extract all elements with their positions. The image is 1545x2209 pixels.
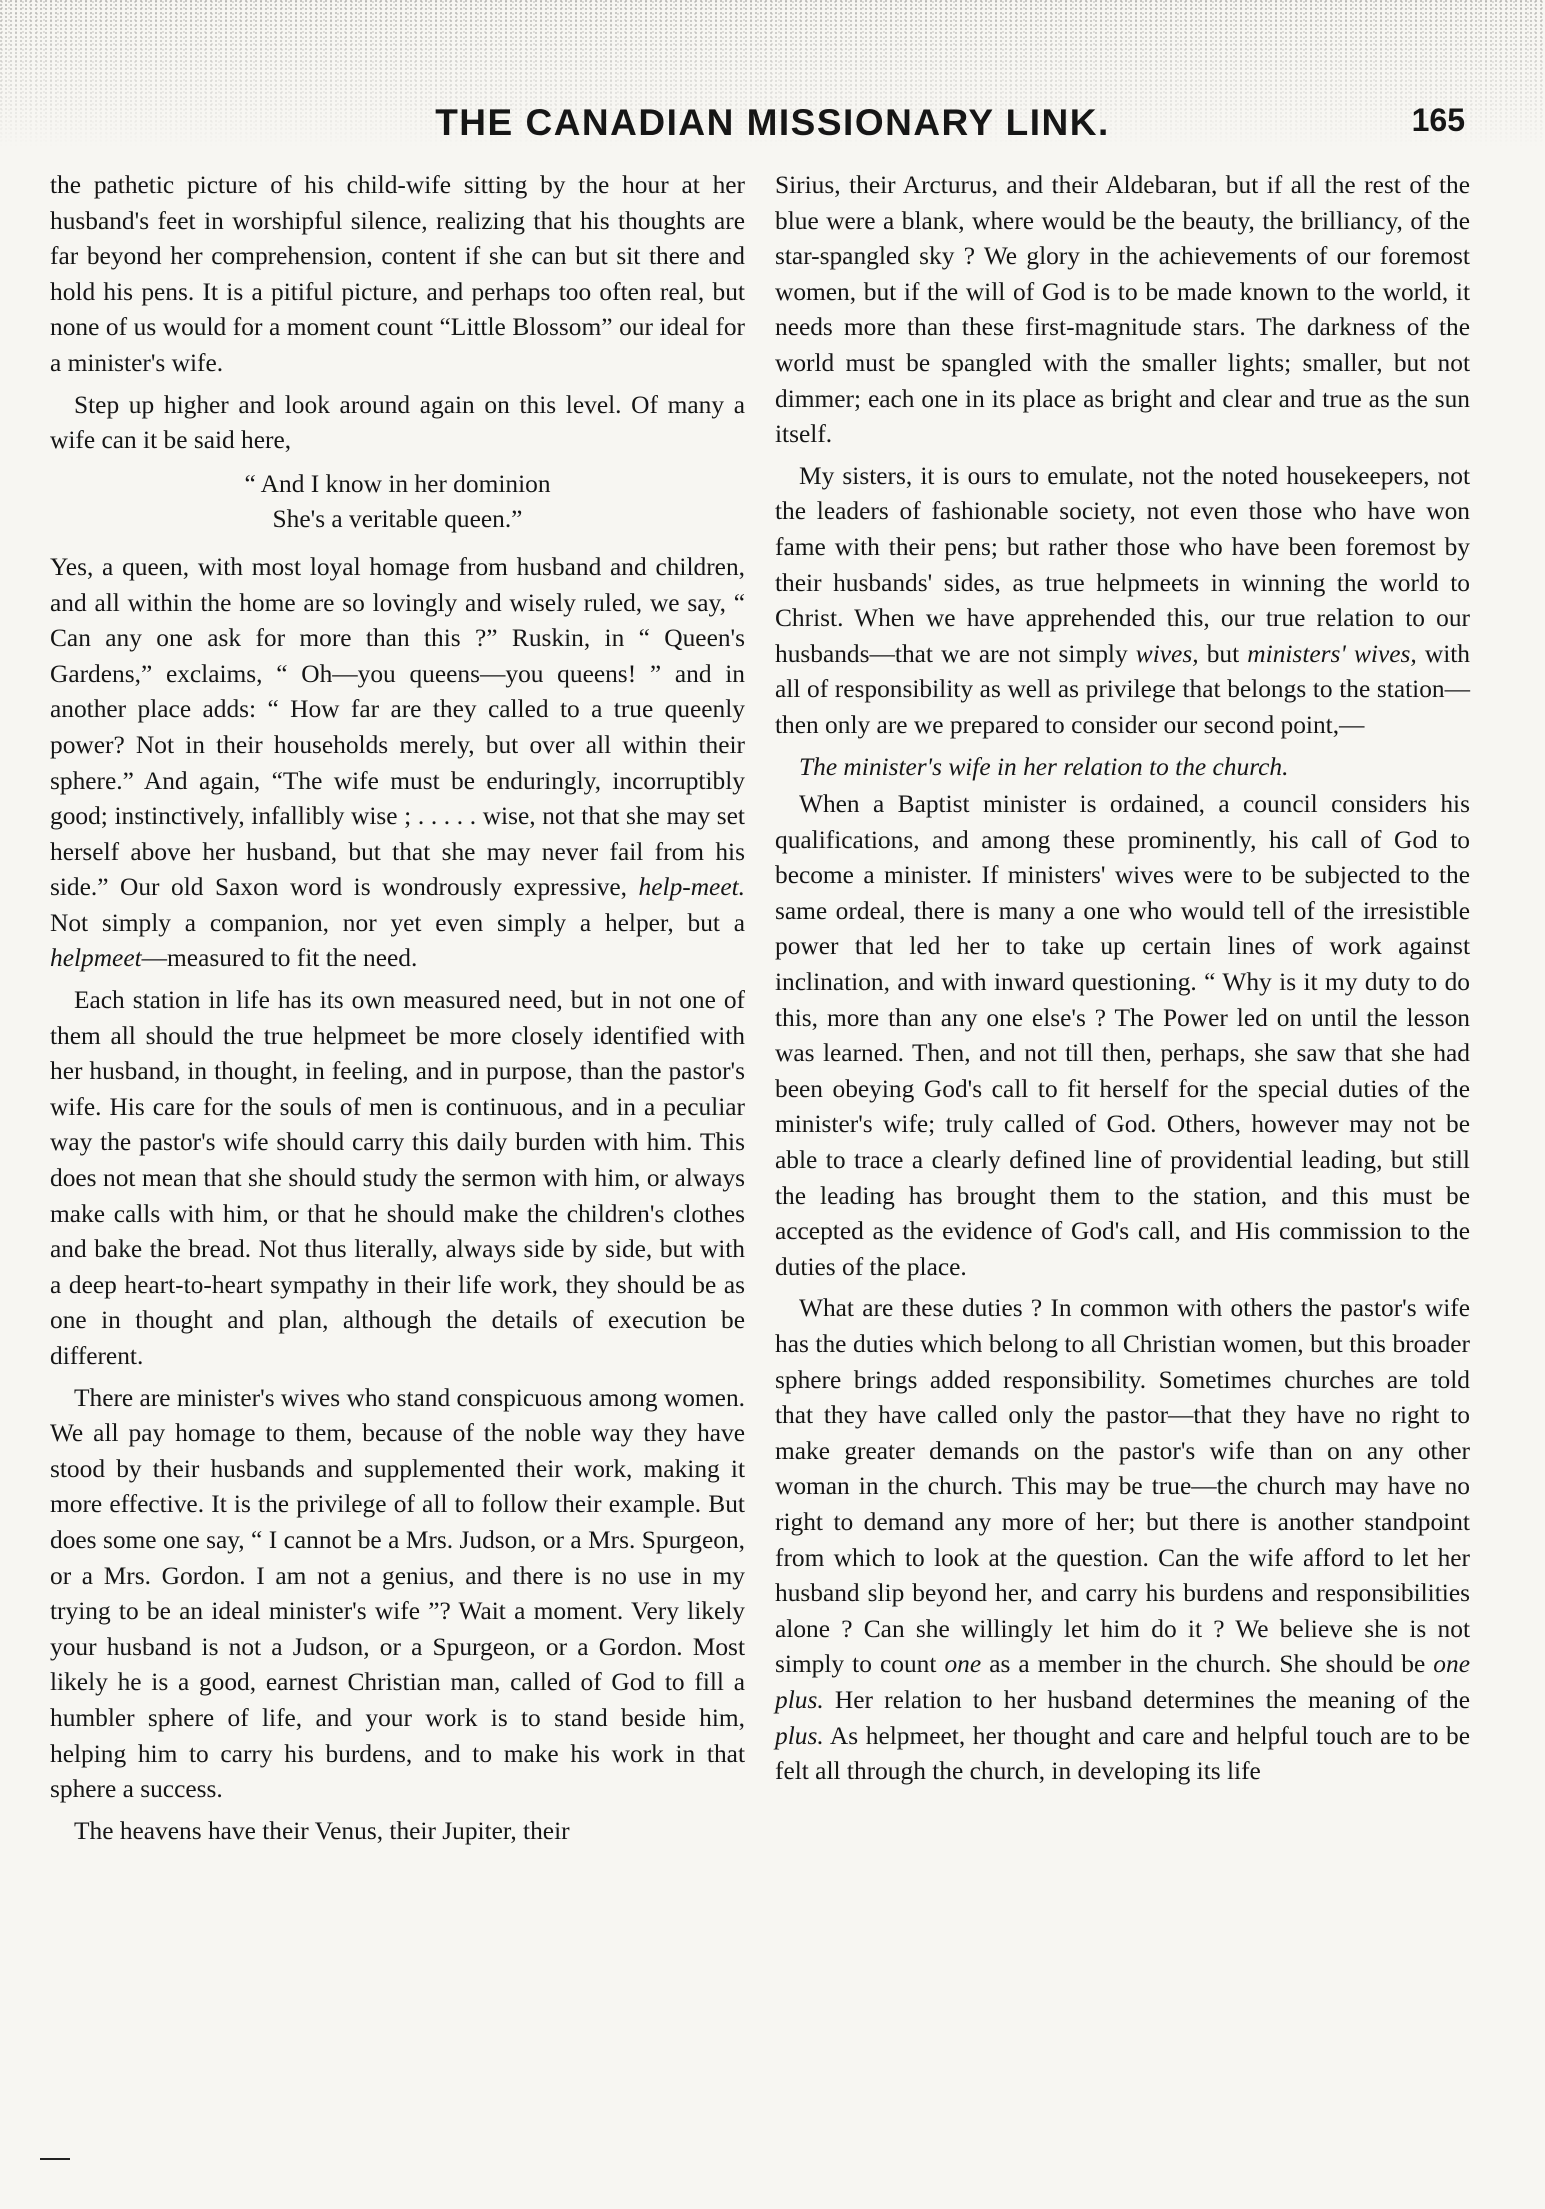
emphasis: wives, (1135, 639, 1199, 668)
paragraph: When a Baptist minister is ordained, a council considers his qualifications, and among these prominently, his call of God to become a minister. If ministers' wives were to be subjected to the same ordeal, there is many a one who would tell of the irresistible power that led her to take up certain lines of work against inclination, and with inward questioning. “ Why is it my duty to do this, more than any one else's ? The Power led on until the lesson was learned. Then, and not till then, perhaps, she saw that she had been obeying God's call to fit herself for the special duties of the minister's wife; truly called of God. Others, however may not be able to trace a clearly defined line of providential leading, but still the leading has brought them to the station, and this must be accepted as the evidence of God's call, and His commission to the duties of the place. (775, 790, 1470, 1281)
emphasis: help-meet. (638, 873, 745, 902)
text-run: as a member in the church. She should be (989, 1650, 1426, 1679)
verse-line: “ And I know in her dominion (244, 469, 551, 498)
text-run: Yes, a queen, with most loyal homage from husband and children, and all within the home are so lovingly and wisely ruled, we say, “ Can any one ask for more than this ?” Ruskin, in “ Queen's Gardens,” exclaims, “ Oh—you queens—you queens! ” and in another place adds: “ How far are they called to a true queenly power? Not in their households merely, but over all within their sphere.” And again, “The wife must be enduringly, incorruptibly good; instinctively, infallibly wise ; . . . . . wise, not that she may set herself above her husband, but that she may never fail from his side.” Our old Saxon word is wondrously expressive, (50, 552, 745, 902)
text-run: but (1206, 639, 1240, 668)
text-run: Not simply a companion, nor yet even simply a helper, but a (50, 908, 745, 937)
journal-title: THE CANADIAN MISSIONARY LINK. (435, 102, 1110, 143)
page-header (0, 98, 1545, 158)
emphasis: one (944, 1650, 982, 1679)
verse-line: She's a veritable queen.” (272, 505, 523, 534)
paragraph: Sirius, their Arcturus, and their Aldebaran, but if all the rest of the blue were a blank, where would be the beauty, the brilliancy, of the star-spangled sky ? We glory in the achievements of our foremost women, but if the will of God is to be made known to the world, it needs more than these first-magnitude stars. The darkness of the world must be spangled with the smaller lights; smaller, but not dimmer; each one in its place as bright and clear and true as the sun itself. (775, 171, 1470, 449)
text-run: What are these duties ? In common with others the pastor's wife has the duties which belong to all Christian women, but this broader sphere brings added responsibility. Sometimes churches are told that they have called only the pastor—that they have no right to make greater demands on the pastor's wife than on any other woman in the church. This may be true—the church may have no right to demand any more of her; but there is another standpoint from which to look at the question. Can the wife afford to let her husband slip beyond her, and carry his burdens and responsibilities alone ? Can she willingly let him do it ? We believe she is not simply to count (775, 1294, 1470, 1679)
emphasis: one plus. (775, 1650, 1470, 1714)
text-run: —measured to fit the need. (141, 944, 418, 973)
text-run: Her relation to her husband determines the meaning of the (834, 1685, 1470, 1714)
paragraph: Each station in life has its own measured need, but in not one of them all should the true helpmeet be more closely identified with her husband, in thought, in feeling, and in purpose, than the pastor's wife. His care for the souls of men is continuous, and in a peculiar way the pastor's wife should carry this daily burden with him. This does not mean that she should study the sermon with him, or always make calls with him, or that he should make the children's clothes and bake the bread. Not thus literally, always side by side, but with a deep heart-to-heart sympathy in their life work, they should be as one in thought and plan, although the details of execution be different. (50, 986, 745, 1370)
emphasis: ministers' wives, (1247, 639, 1417, 668)
right-column (775, 168, 1470, 1796)
paragraph: There are minister's wives who stand conspicuous among women. We all pay homage to them, because of the noble way they have stood by their husbands and supplemented their work, making it more effective. It is the privilege of all to follow their example. But does some one say, “ I cannot be a Mrs. Judson, or a Mrs. Spurgeon, or a Mrs. Gordon. I am not a genius, and there is no use in my trying to be an ideal minister's wife ”? Wait a moment. Very likely your husband is not a Judson, or a Spurgeon, or a Gordon. Most likely he is a good, earnest Christian man, called of God to fill a humbler sphere of life, and your work is to stand beside him, helping him to carry his burdens, and to make his work in that sphere a success. (50, 1383, 745, 1804)
text-run: My sisters, it is ours to emulate, not the noted housekeepers, not the leaders of fashionable society, not even those who have won fame with their pens; but rather those who have been foremost by their husbands' sides, as true helpmeets in winning the world to Christ. When we have apprehended this, our true relation to our husbands—that we are not simply (775, 461, 1470, 668)
section-subheading: The minister's wife in her relation to the church. (799, 752, 1289, 781)
paragraph: the pathetic picture of his child-wife sitting by the hour at her husband's feet in worshipful silence, realizing that his thoughts are far beyond her comprehension, content if she can but sit there and hold his pens. It is a pitiful picture, and perhaps too often real, but none of us would for a moment count “Little Blossom” our ideal for a minister's wife. (50, 171, 745, 377)
paragraph: The heavens have their Venus, their Jupiter, their (74, 1816, 570, 1845)
paragraph: Step up higher and look around again on this level. Of many a wife can it be said here, (50, 390, 745, 455)
text-run: with all of responsibility as well as privilege that belongs to the station—then only are we prepared to consider our second point,— (775, 639, 1470, 739)
verse-quote (50, 467, 745, 538)
text-run: As helpmeet, her thought and care and helpful touch are to be felt all through the church, in developing its life (775, 1721, 1471, 1786)
left-column (50, 168, 745, 1855)
paragraph (775, 459, 1470, 744)
page-number: 165 (1411, 102, 1465, 138)
paragraph (775, 1291, 1470, 1789)
paragraph (50, 550, 745, 977)
emphasis: plus. (775, 1721, 824, 1750)
footer-rule (40, 2158, 70, 2160)
emphasis: helpmeet (50, 944, 142, 973)
